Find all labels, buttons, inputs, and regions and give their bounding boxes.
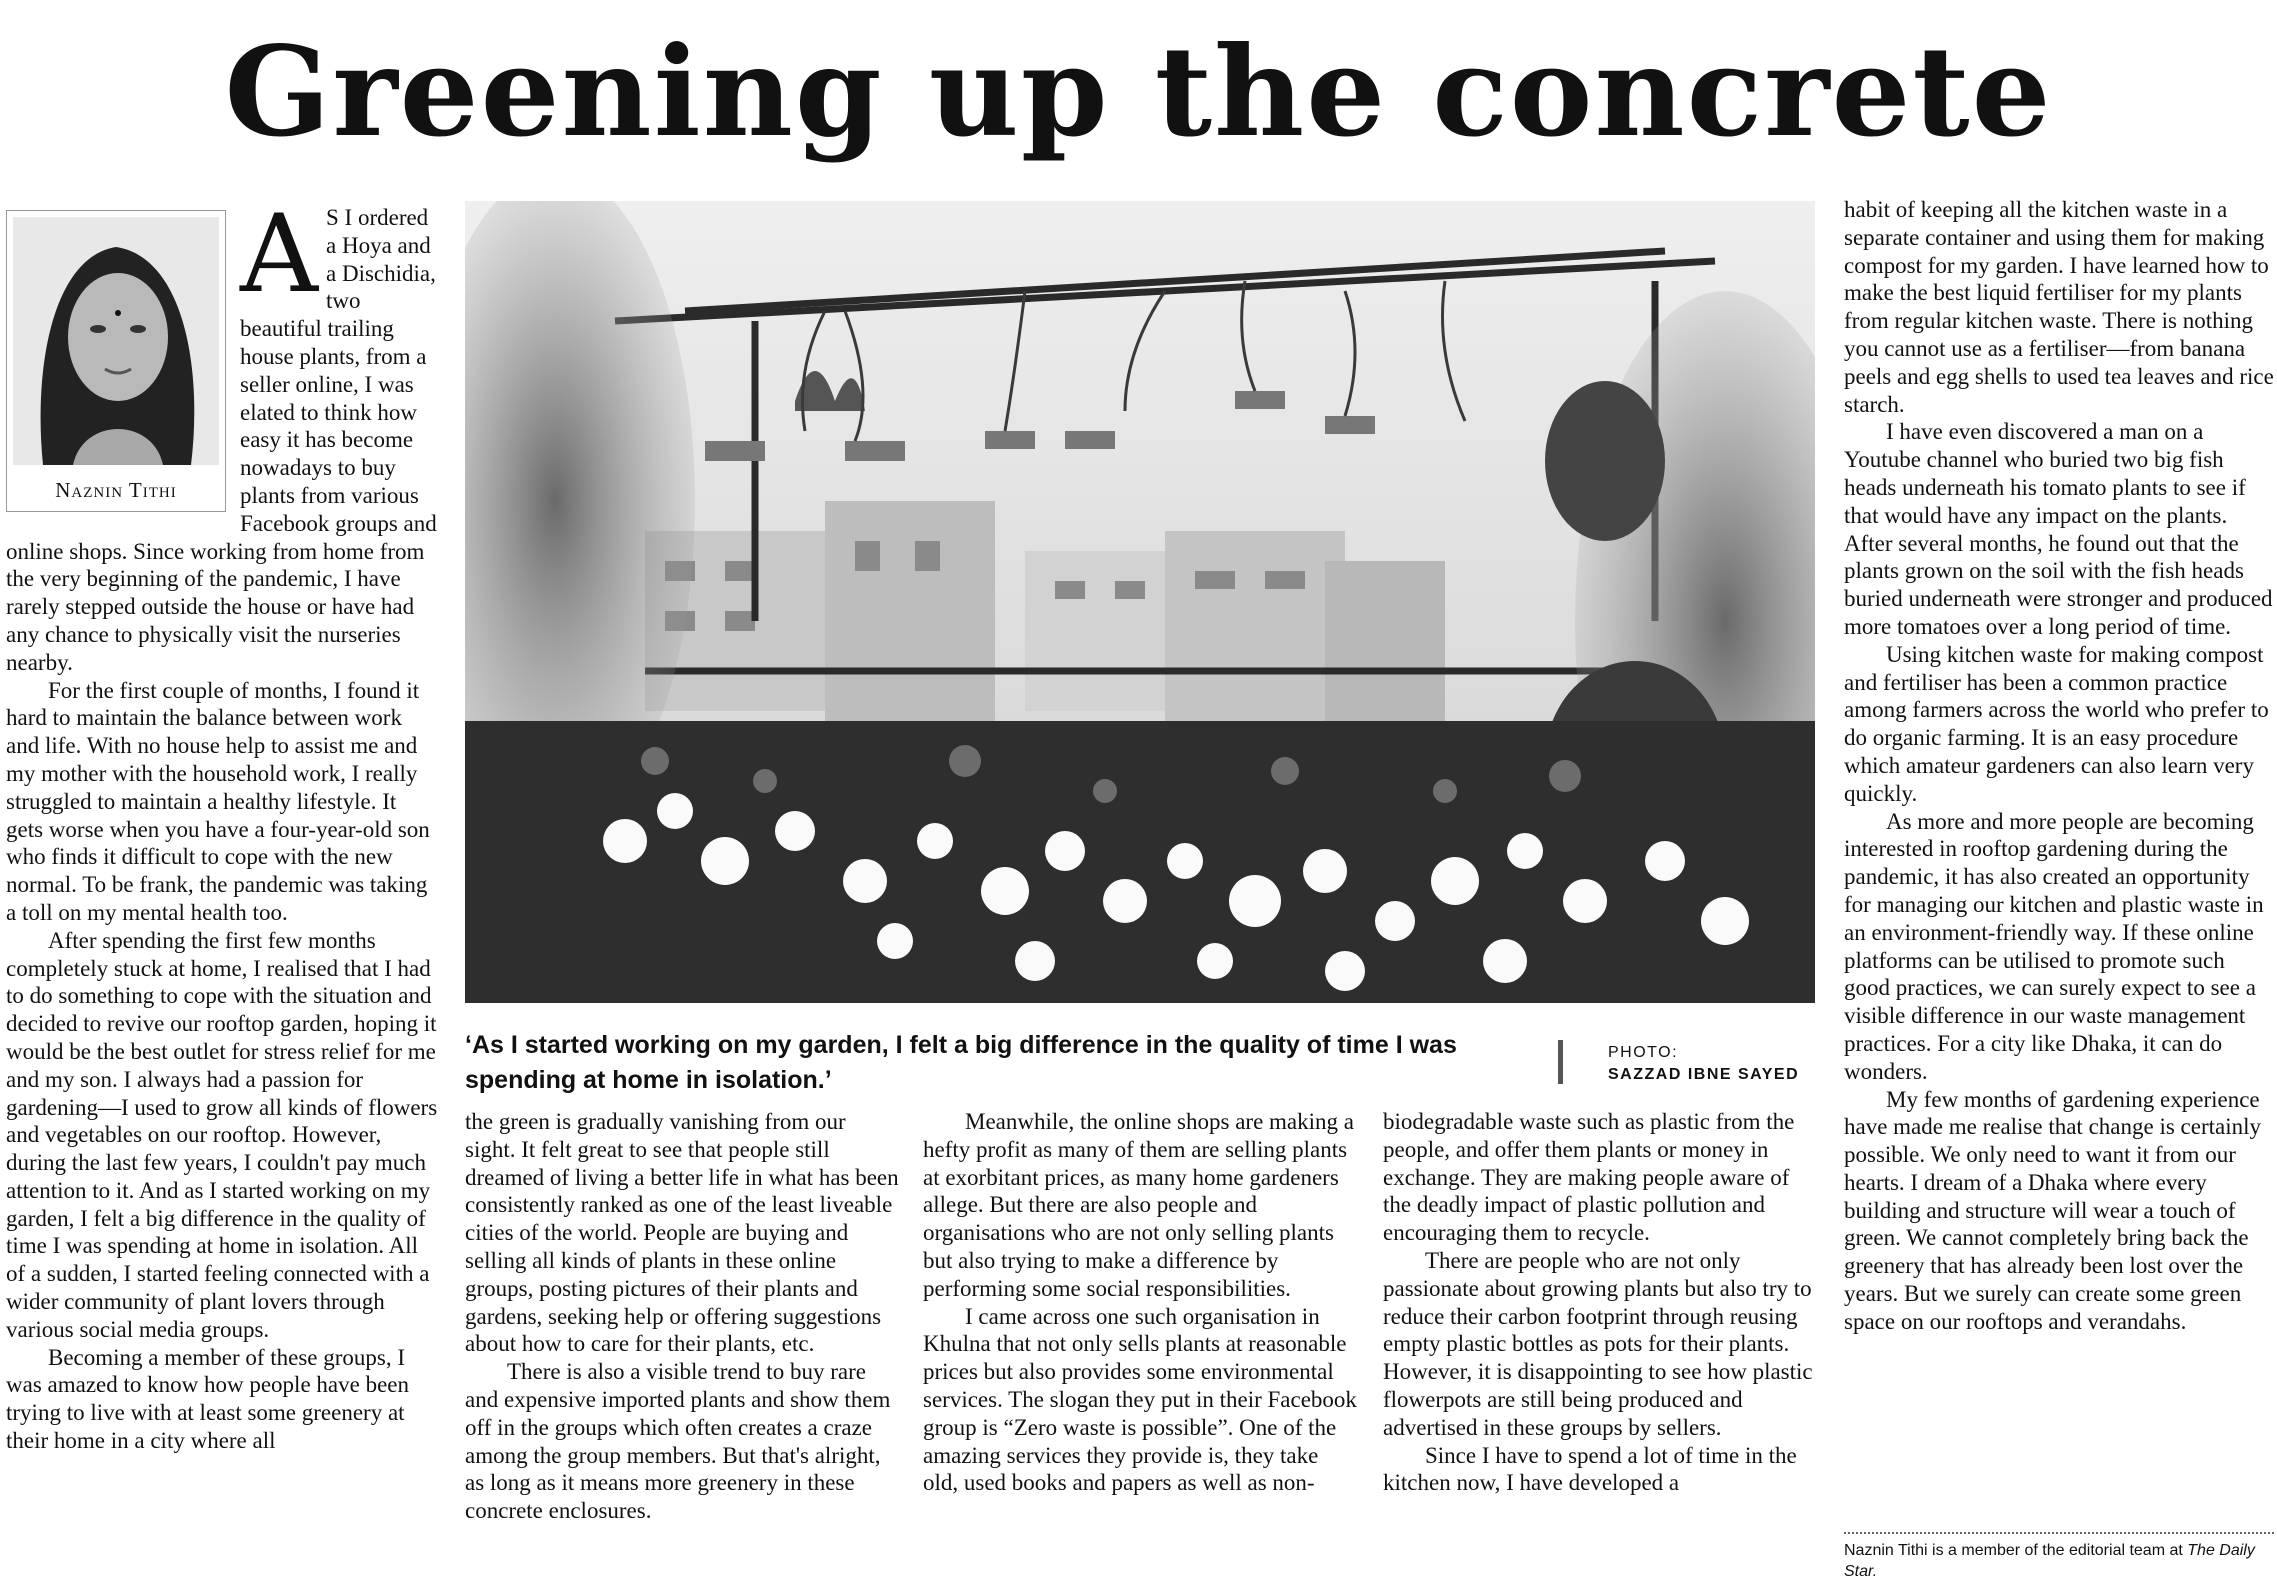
paragraph: There are people who are not only passionate about growing plants but also try to reduce their carbon footprint through reusing empty plastic bottles as pots for their plants. However, it is disappointing to see how plastic flowerpots are still being produced and advertised in these groups by sellers. xyxy=(1383,1247,1813,1440)
paragraph: S I ordered a Hoya and a Dischidia, two beautiful trailing house plants, from a seller online, I was elated to think how easy it has become nowadays to buy plants from various Facebook groups and online shops. Since working from home from the very beginning of the pandemic, I have rarely stepped outside the house or have had any chance to physically visit the nurseries nearby. xyxy=(6,205,437,675)
author-photo xyxy=(13,217,219,465)
photo-caption: ‘As I started working on my garden, I felt a big difference in the quality of time I was spending at home in isolation.’ xyxy=(465,1031,1457,1094)
paragraph: habit of keeping all the kitchen waste in a separate container and using them for making compost for my garden. I have learned how to make the best liquid fertiliser for my plants from regular kitchen waste. There is nothing you cannot use as a fertiliser—from banana peels and egg shells to used tea leaves and rice starch. xyxy=(1844,197,2274,417)
paragraph: Becoming a member of these groups, I was amazed to know how people have been trying to live with at least some greenery at their home in a city where all xyxy=(6,1344,409,1454)
paragraph: For the first couple of months, I found it hard to maintain the balance between work and life. With no house help to assist me and my mother with the household work, I really struggled to maintain a healthy lifestyle. It gets worse when you have a four-year-old son who finds it difficult to cope with the new normal. To be frank, the pandemic was taking a toll on my mental health too. xyxy=(6,677,430,925)
headline: Greening up the concrete xyxy=(224,20,2053,165)
author-bio xyxy=(1844,1540,2274,1582)
author-name: Naznin Tithi xyxy=(55,478,177,502)
paragraph: After spending the first few months completely stuck at home, I realised that I had to do something to cope with the situation and decided to revive our rooftop garden, hoping it would be the best outlet for stress relief for me and my son. I always had a passion for gardening—I used to grow all kinds of flowers and vegetables on our rooftop. However, during the last few years, I couldn't pay much attention to it. And as I started working on my garden, I felt a big difference in the quality of time I was spending at home in isolation. All of a sudden, I started feeling connected with a wider community of plant lovers through various social media groups. xyxy=(6,927,438,1342)
photo-credit-name: SAZZAD IBNE SAYED xyxy=(1608,1066,1800,1083)
paragraph: Since I have to spend a lot of time in the kitchen now, I have developed a xyxy=(1383,1442,1797,1496)
paragraph: There is also a visible trend to buy rare and expensive imported plants and show them off in the groups which often creates a craze among the group members. But that's alright, as long as it means more greenery in these concrete enclosures. xyxy=(465,1359,891,1524)
photo-credit xyxy=(1608,1042,1799,1086)
author-box xyxy=(6,210,226,512)
drop-cap: A xyxy=(240,192,318,317)
article-column-5 xyxy=(1844,196,2274,1336)
publication-name: The Daily Star. xyxy=(1844,1542,2255,1580)
photo-credit-label: PHOTO: xyxy=(1608,1044,1679,1061)
paragraph: the green is gradually vanishing from our sight. It felt great to see that people still dreamed of living a better life in what has been consistently ranked as one of the least liveable cities of the world. People are buying and selling all kinds of plants in these online groups, posting pictures of their plants and gardens, seeking help or offering suggestions about how to care for their plants, etc. xyxy=(465,1109,899,1357)
paragraph: biodegradable waste such as plastic from the people, and offer them plants or money in exchange. They are making people aware of the deadly impact of plastic pollution and encouraging them to recycle. xyxy=(1383,1109,1795,1246)
article-column-1 xyxy=(6,192,438,1455)
paragraph: I came across one such organisation in Khulna that not only sells plants at reasonable prices but also provides some environmental services. The slogan they put in their Facebook group is “Zero waste is possible”. One of the amazing services they provide is, they take old, used books and papers as well as non- xyxy=(923,1303,1357,1496)
bio-divider xyxy=(1844,1532,2274,1534)
article-column-2 xyxy=(465,1108,901,1525)
paragraph: I have even discovered a man on a Youtube channel who buried two big fish heads underneath his tomato plants to see if that would have any impact on the plants. After several months, he found out that the plants grown on the soil with the fish heads buried underneath were stronger and produced more tomatoes over a long period of time. xyxy=(1844,419,2273,639)
paragraph: Using kitchen waste for making compost and fertiliser has been a common practice among farmers across the world who prefer to do organic farming. It is an easy procedure which amateur gardeners can also learn very quickly. xyxy=(1844,641,2269,806)
article-column-3 xyxy=(923,1108,1359,1497)
article-column-4 xyxy=(1383,1108,1813,1497)
author-bio-text: Naznin Tithi is a member of the editorial team at xyxy=(1844,1542,2183,1559)
paragraph: Meanwhile, the online shops are making a hefty profit as many of them are selling plants at exorbitant prices, as many home gardeners allege. But there are also people and organisations who are not only selling plants but also trying to make a difference by performing some social responsibilities. xyxy=(923,1109,1354,1301)
paragraph: As more and more people are becoming interested in rooftop gardening during the pandemic, it has also created an opportunity for managing our kitchen and plastic waste in an environment-friendly way. If these online platforms can be utilised to promote such good practices, we can surely expect to see a visible difference in our waste management practices. For a city like Dhaka, it can do wonders. xyxy=(1844,808,2264,1084)
rooftop-garden-photo xyxy=(465,201,1815,1003)
credit-divider xyxy=(1558,1040,1563,1084)
paragraph: My few months of gardening experience have made me realise that change is certainly possible. We only need to want it from our hearts. I dream of a Dhaka where every building and structure will wear a touch of green. We cannot completely bring back the greenery that has already been lost over the years. But we surely can create some green space on our rooftops and verandahs. xyxy=(1844,1086,2261,1334)
